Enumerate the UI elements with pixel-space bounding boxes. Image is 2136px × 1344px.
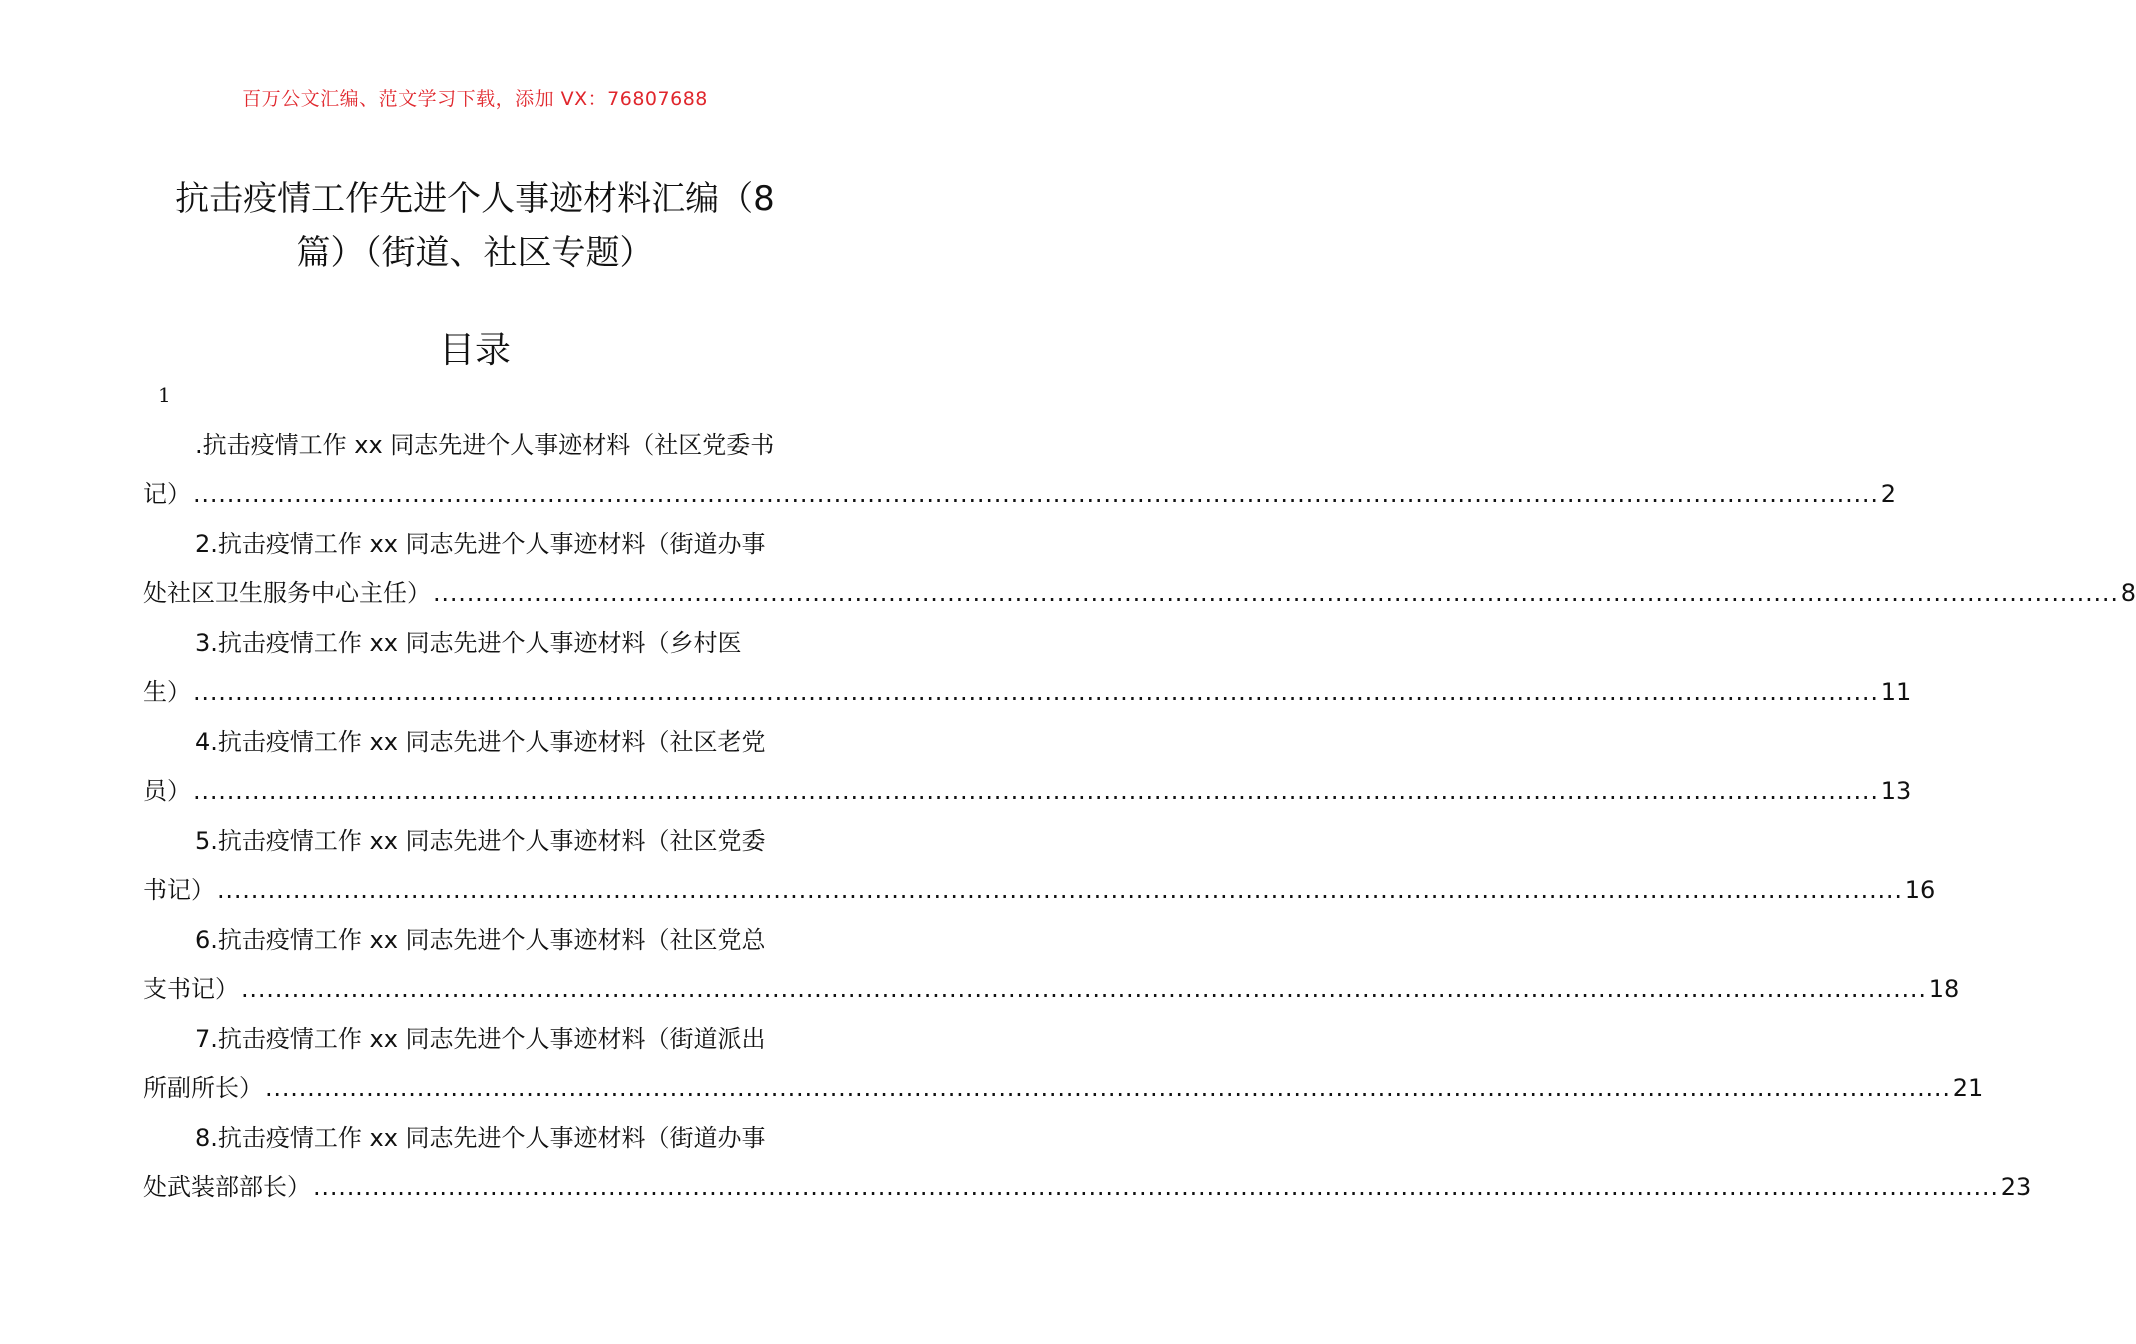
- dot-leader: ........................................................................................................................................................................................................: [193, 480, 1879, 508]
- toc-page-number: 13: [1880, 777, 1912, 805]
- toc-page-number: 2: [1880, 480, 1897, 508]
- toc-entry-title: 7.抗击疫情工作 xx 同志先进个人事迹材料（街道派出: [195, 1025, 766, 1053]
- dot-leader: ........................................................................................................................................................................................................: [265, 1074, 1951, 1102]
- toc-heading: 目录: [438, 330, 511, 371]
- dot-leader: ........................................................................................................................................................................................................: [433, 579, 2119, 607]
- toc-entry-title: 2.抗击疫情工作 xx 同志先进个人事迹材料（街道办事: [195, 530, 766, 558]
- toc-entry-8[interactable]: [143, 1113, 2032, 1212]
- toc-entry-title-cont: 书记）: [143, 876, 215, 904]
- toc-entry-title-cont: 处武装部部长）: [143, 1173, 311, 1201]
- toc-page-number: 16: [1904, 876, 1936, 904]
- title-line-2: 篇）（街道、社区专题）: [296, 233, 654, 273]
- toc-entry-title: 4.抗击疫情工作 xx 同志先进个人事迹材料（社区老党: [195, 728, 766, 756]
- toc-entry-title-cont: 所副所长）: [143, 1074, 263, 1102]
- toc-entry-title-cont: 记）: [143, 480, 191, 508]
- dot-leader: ........................................................................................................................................................................................................: [193, 777, 1879, 805]
- dot-leader: ........................................................................................................................................................................................................: [241, 975, 1927, 1003]
- toc-entry-2[interactable]: [143, 519, 2136, 618]
- toc-page-number: 18: [1928, 975, 1960, 1003]
- toc-entry-title-cont: 生）: [143, 678, 191, 706]
- toc-entry-title: 5.抗击疫情工作 xx 同志先进个人事迹材料（社区党委: [195, 827, 766, 855]
- toc-entry-title-cont: 员）: [143, 777, 191, 805]
- toc-entry-3[interactable]: [143, 618, 1912, 717]
- toc-page-number: 8: [2120, 579, 2136, 607]
- toc-page-number: 21: [1952, 1074, 1984, 1102]
- dot-leader: ........................................................................................................................................................................................................: [193, 678, 1879, 706]
- dot-leader: ........................................................................................................................................................................................................: [217, 876, 1903, 904]
- toc-page-number: 11: [1880, 678, 1912, 706]
- dot-leader: ........................................................................................................................................................................................................: [313, 1173, 1999, 1201]
- stray-number: 1: [158, 383, 171, 407]
- toc-entry-7[interactable]: [143, 1014, 1984, 1113]
- toc-entry-title-cont: 支书记）: [143, 975, 239, 1003]
- toc-entry-6[interactable]: [143, 915, 1960, 1014]
- toc-entry-title: 6.抗击疫情工作 xx 同志先进个人事迹材料（社区党总: [195, 926, 766, 954]
- toc-entry-title: 3.抗击疫情工作 xx 同志先进个人事迹材料（乡村医: [195, 629, 742, 657]
- toc-entry-title-cont: 处社区卫生服务中心主任）: [143, 579, 431, 607]
- toc-entry-title: 8.抗击疫情工作 xx 同志先进个人事迹材料（街道办事: [195, 1124, 766, 1152]
- toc-entry-1[interactable]: [143, 420, 1897, 519]
- title-line-1: 抗击疫情工作先进个人事迹材料汇编（8: [175, 179, 775, 219]
- document-title: [150, 172, 800, 280]
- header-note: 百万公文汇编、范文学习下载，添加 VX：76807688: [242, 88, 708, 110]
- toc-page-number: 23: [2000, 1173, 2032, 1201]
- toc-entry-5[interactable]: [143, 816, 1936, 915]
- toc-entry-4[interactable]: [143, 717, 1912, 816]
- table-of-contents: [143, 420, 2136, 1212]
- toc-entry-title: .抗击疫情工作 xx 同志先进个人事迹材料（社区党委书: [195, 431, 775, 459]
